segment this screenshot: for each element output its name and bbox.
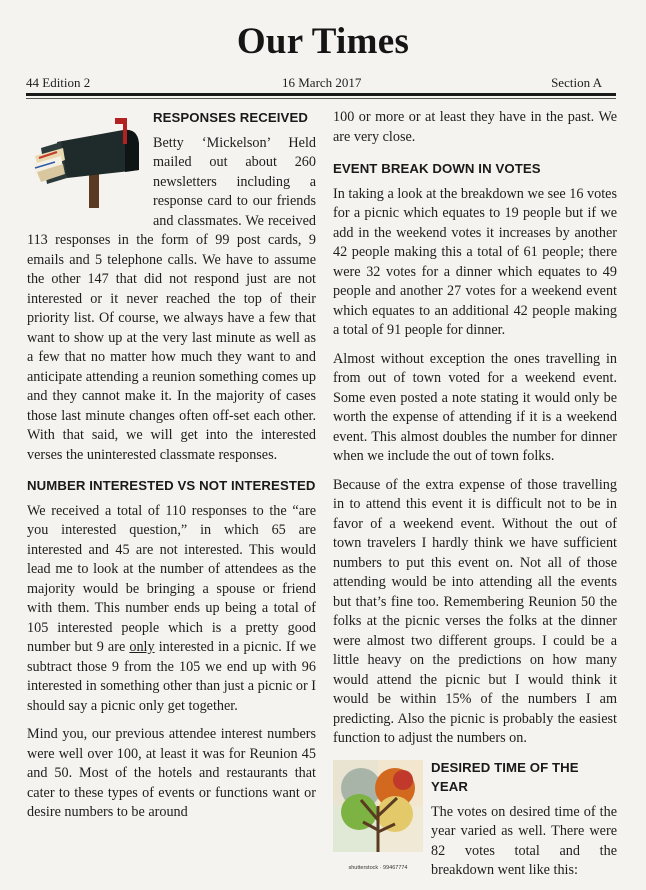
paragraph: Mind you, our previous attendee interest numbers were well over 100, at least it was for Reunion 45 and 50. Most of the hotels and restaurants that cater to these types of events or functions want or desire numbers to be around	[27, 726, 316, 820]
header-rule	[26, 93, 616, 96]
section-heading-responses: RESPONSES RECEIVED	[153, 110, 308, 125]
paragraph	[27, 502, 316, 717]
section-heading-breakdown: EVENT BREAK DOWN IN VOTES	[333, 161, 541, 176]
paragraph: The votes on desired time of the year varied as well. There were 82 votes total and the breakdown went like this:	[431, 803, 617, 878]
paragraph: In taking a look at the breakdown we see 16 votes for a picnic which equates to 19 people but if we add in the weekend votes it increases by another 42 people making this a total of 61 people; there were 32 votes for a dinner which equates to 49 people and another 27 votes for a weekend event which equates to an additional 42 people making a total of 91 people for dinner.	[333, 185, 617, 338]
left-column	[27, 108, 316, 832]
header-rule-thin	[26, 98, 616, 99]
paragraph: Because of the extra expense of those travelling in to attend this event it is difficult not to be in favor of a weekend event. Without the out of town travelers I hardly think we have sufficient numbers to put this event on. Not all of those attending would be into attending all the events but that’s fine too. Remembering Reunion 50 the folks at the picnic verses the folks at the dinner were almost two different groups. I could be a little heavy on the predictions on how many would attend the picnic but I would think it would be within 15% of the numbers I am predicting. Also the picnic is probably the easiest function to adjust the numbers on.	[333, 476, 617, 746]
section-heading-interested: NUMBER INTERESTED VS NOT INTERESTED	[27, 478, 316, 493]
right-column	[333, 108, 617, 890]
paragraph: 100 or more or at least they have in the past. We are very close.	[333, 109, 617, 145]
paragraph: Almost without exception the ones travelling in from out of town voted for a weekend event. Some even posted a note stating it would only be worth the expense of attending if it is a weekend event. This almost doubles the number for dinner when we include the out of town folks.	[333, 350, 617, 464]
masthead-title: Our Times	[236, 21, 410, 62]
section-heading-time-of-year: DESIRED TIME OF THE YEAR	[431, 759, 579, 794]
issue-date: 16 March 2017	[282, 75, 362, 90]
four-seasons-tree-icon	[333, 760, 423, 871]
mailbox-icon	[27, 112, 145, 208]
paragraph: Betty ‘Mickelson’ Held mailed out about 260 newsletters including a response card to our friends and classmates. We received 113 responses in the form of 99 post cards, 9 emails and 5 telephone calls. We have to assume the other 147 that did not respond just are not interested or it never reached the top of their priority list. Of course, we always have a few that want to show up at the very last minute as well as a few that no matter how much they want to and anticipate attending a reunion something comes up and they cannot make it. In the majority of cases those last minute changes often off-set each other. With that said, we will get into the interested verses the uninterested classmate responses.	[27, 134, 316, 463]
edition-label: 44 Edition 2	[26, 75, 91, 90]
section-label: Section A	[551, 75, 602, 90]
text-run: interested in a picnic. If we subtract those 9 from the 105 we end up with 96 interested in something other than just a picnic or I should say a picnic only get together.	[27, 639, 316, 714]
underlined-word: only	[129, 639, 155, 655]
text-run: We received a total of 110 responses to the “are you interested question,” in which 65 are interested and 45 are not interested. This would lead me to look at the number of attendees as the majority would be bringing a spouse or friend with them. This number ends up being a total of 105 interested people which is a pretty good number but 9 are	[27, 502, 316, 655]
image-caption: shutterstock · 99467774	[348, 865, 408, 871]
